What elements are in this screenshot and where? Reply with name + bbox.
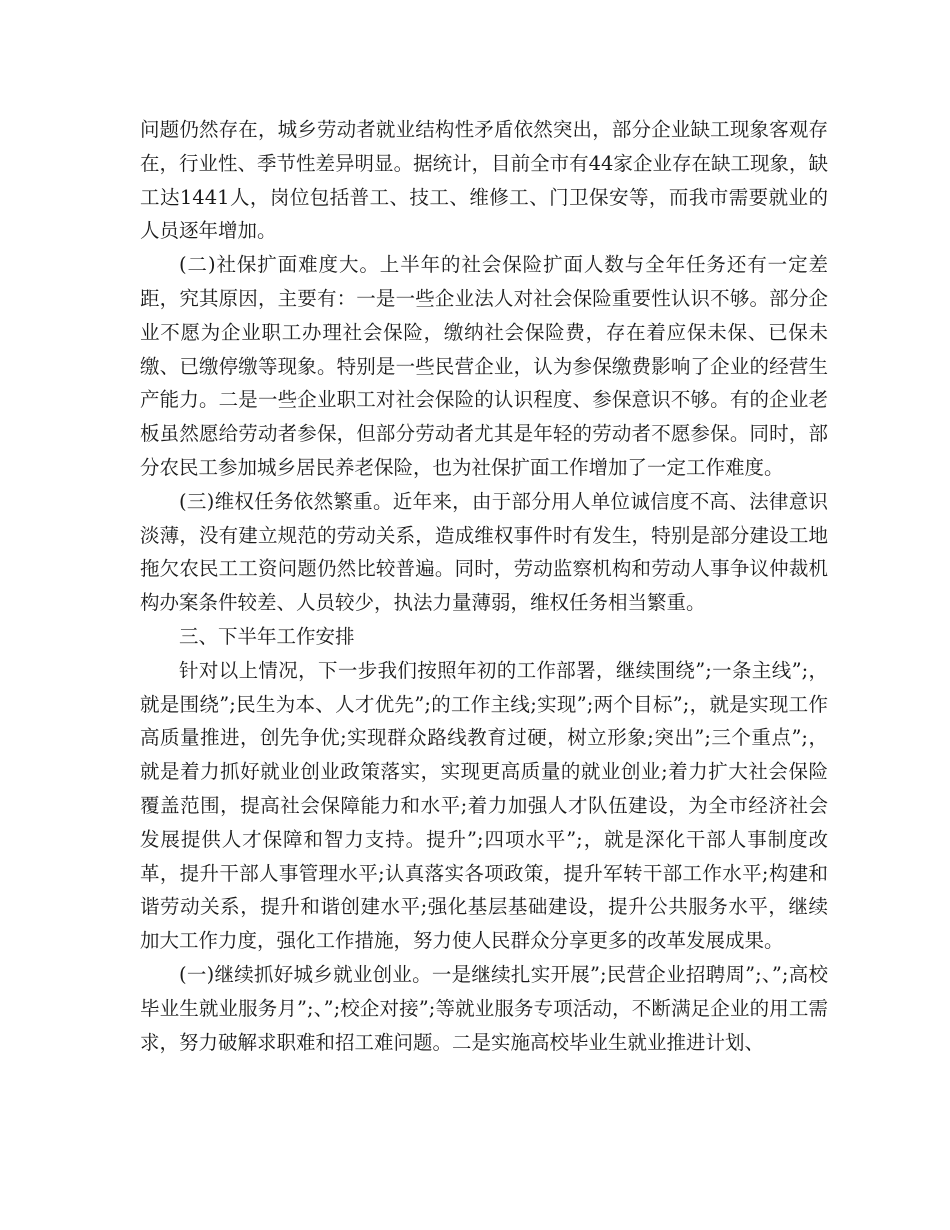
section-heading-second-half-plan: 三、下半年工作安排	[179, 624, 355, 648]
paragraph-work-plan: 针对以上情况，下一步我们按照年初的工作部署，继续围绕”;一条主线”;，就是围绕”;民生为本、人才优先”;的工作主线;实现”;两个目标”;，就是实现工作高质量推进，创先争优;实现群众路线教育过硬，树立形象;突出”;三个重点”;，就是着力抓好就业创业政策落实，实现更高质量的就业创业;着力扩大社会保险覆盖范围，提高社会保障能力和水平;着力加强人才队伍建设，为全市经济社会发展提供人才保障和智力支持。提升”;四项水平”;，就是深化干部人事制度改革，提升干部人事管理水平;认真落实各项政策，提升军转干部工作水平;构建和谐劳动关系，提升和谐创建水平;强化基层基础建设，提升公共服务水平，继续加大工作力度，强化工作措施，努力使人民群众分享更多的改革发展成果。	[140, 658, 828, 953]
paragraph-rights-protection: (三)维权任务依然繁重。近年来，由于部分用人单位诚信度不高、法律意识淡薄，没有建立规范的劳动关系，造成维权事件时有发生，特别是部分建设工地拖欠农民工工资问题仍然比较普遍。同时，劳动监察机构和劳动人事争议仲裁机构办案条件较差、人员较少，执法力量薄弱，维权任务相当繁重。	[140, 489, 828, 615]
document-body	[140, 113, 828, 1059]
paragraph-shortage-summary: 问题仍然存在，城乡劳动者就业结构性矛盾依然突出，部分企业缺工现象客观存在，行业性、季节性差异明显。据统计，目前全市有44家企业存在缺工现象，缺工达1441人，岗位包括普工、技工、维修工、门卫保安等，而我市需要就业的人员逐年增加。	[140, 118, 828, 243]
paragraph-social-insurance: (二)社保扩面难度大。上半年的社会保险扩面人数与全年任务还有一定差距，究其原因，主要有：一是一些企业法人对社会保险重要性认识不够。部分企业不愿为企业职工办理社会保险，缴纳社会保险费，存在着应保未保、已保未缴、已缴停缴等现象。特别是一些民营企业，认为参保缴费影响了企业的经营生产能力。二是一些企业职工对社会保险的认识程度、参保意识不够。有的企业老板虽然愿给劳动者参保，但部分劳动者尤其是年轻的劳动者不愿参保。同时，部分农民工参加城乡居民养老保险，也为社保扩面工作增加了一定工作难度。	[140, 253, 828, 479]
paragraph-employment: (一)继续抓好城乡就业创业。一是继续扎实开展”;民营企业招聘周”;、”;高校毕业生就业服务月”;、”;校企对接”;等就业服务专项活动，不断满足企业的用工需求，努力破解求职难和招工难问题。二是实施高校毕业生就业推进计划、	[140, 962, 828, 1054]
